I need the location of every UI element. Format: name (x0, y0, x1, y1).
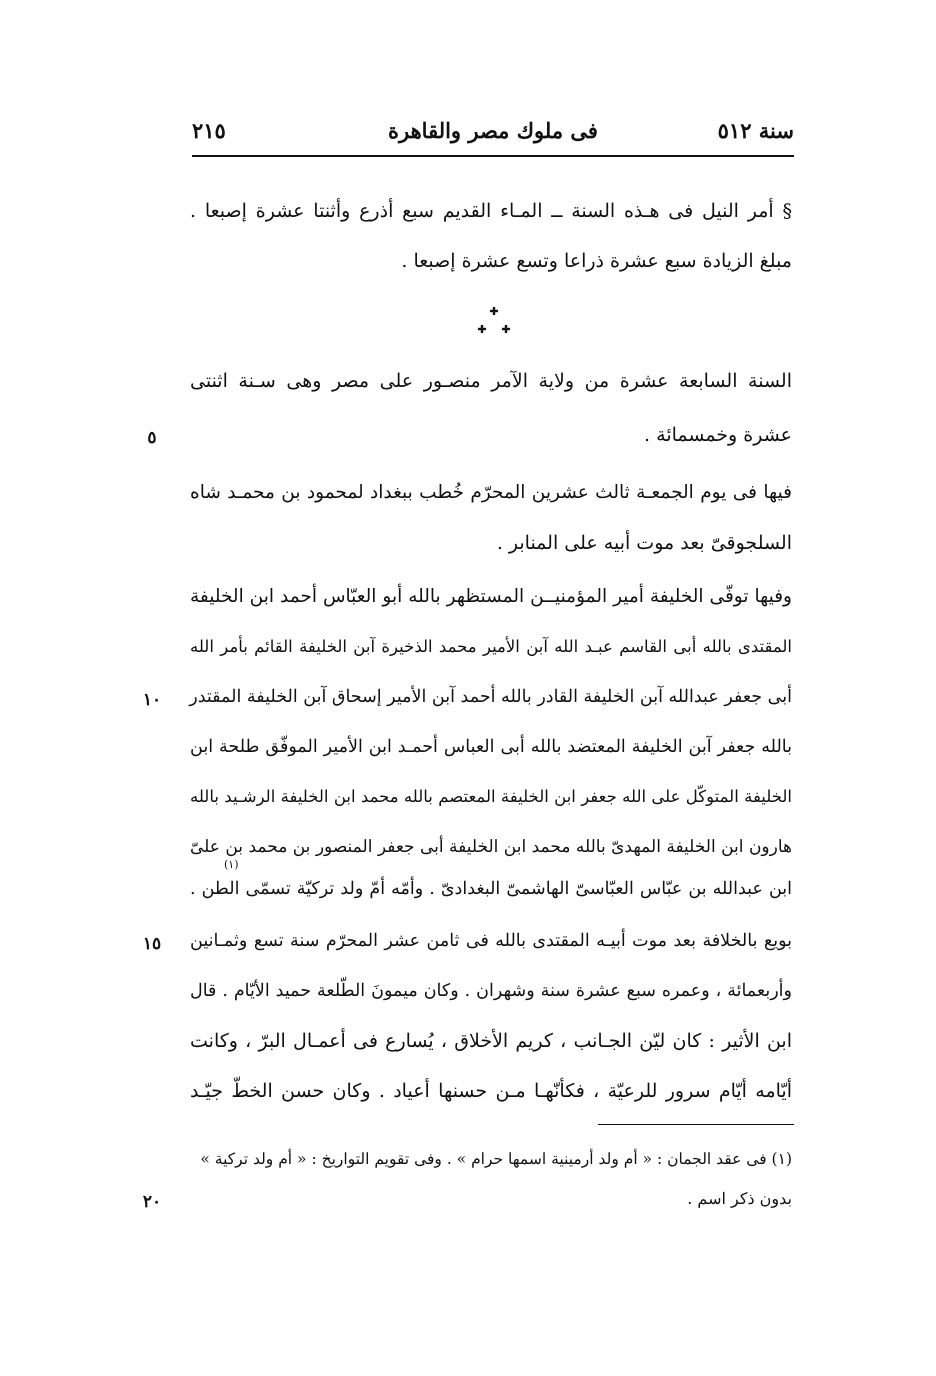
page-number: ٢١٥ (192, 118, 226, 143)
body-line: وأربعمائة ، وعمره سبع عشرة سنة وشهران . وكان ميمونَ الطّلعة حميد الأيّام . قال (190, 981, 792, 1001)
line-number-margin: ١٥ (142, 934, 162, 954)
body-line: فيها فى يوم الجمعـة ثالث عشرين المحرّم خُطب ببغداد لمحمود بن محمـد شاه (190, 482, 792, 503)
body-line: أبى جعفر عبدالله آبن الخليفة القادر بالله أحمد آبن الأمير إسحاق آبن الخليفة المقتدر (189, 687, 792, 707)
body-line: السلجوقىّ بعد موت أبيه على المنابر . (496, 532, 792, 554)
line-number-margin: ٢٠ (142, 1192, 162, 1212)
header-year: سنة ٥١٢ (717, 118, 794, 143)
body-line: السنة السابعة عشرة من ولاية الآمر منصـور على مصر وهى سـنة اثنتى (190, 370, 792, 392)
body-line: المقتدى بالله أبى القاسم عبـد الله آبن الأمير محمد الذخيرة آبن الخليفة القائم بأمر الله (190, 637, 792, 656)
body-line: عشرة وخمسمائة . (644, 424, 792, 446)
footnote-line: بدون ذكر اسم . (687, 1189, 792, 1208)
footnote-reference: (١) (224, 858, 239, 871)
body-line: وفيها توفّى الخليفة أمير المؤمنيــن المستظهر بالله أبو العبّاس أحمد ابن الخليفة (190, 586, 792, 607)
body-line: بالله جعفر آبن الخليفة المعتضد بالله أبى العباس أحمـد ابن الأمير الموفّق طلحة ابن (190, 737, 792, 757)
running-header (192, 112, 794, 156)
footnote-rule (598, 1124, 794, 1125)
header-rule (192, 155, 794, 157)
body-line: الخليفة المتوكّل على الله جعفر ابن الخليفة المعتصم بالله محمد ابن الخليفة الرشـيد بالله (190, 787, 792, 806)
header-title: فى ملوك مصر والقاهرة (388, 118, 598, 143)
line-number-margin: ٥ (147, 428, 157, 448)
body-line: هارون ابن الخليفة المهدىّ بالله محمد ابن الخليفة أبى جعفر المنصور بن محمد بن علىّ (190, 837, 792, 857)
body-line: § أمر النيل فى هـذه السنة ــ المـاء القديم سبع أذرع وأثنتا عشرة إصبعا . (190, 200, 792, 222)
body-line: ابن الأثير : كان ليّن الجـانب ، كريم الأخلاق ، يُسارع فى أعمـال البرّ ، وكانت (190, 1030, 792, 1052)
body-line: مبلغ الزيادة سبع عشرة ذراعا وتسع عشرة إصبعا . (401, 250, 792, 272)
body-line: ابن عبدالله بن عبّاس العبّاسىّ الهاشمىّ البغدادىّ . وأمّه أمّ ولد تركيّة تسمّى الطن . (190, 879, 792, 899)
section-separator-icon (470, 303, 520, 343)
footnote-line: (١) فى عقد الجمان : « أم ولد أرمينية اسمها حرام » . وفى تقويم التواريخ : « أم ولد تركية » (200, 1150, 792, 1168)
body-line: أيّامه أيّام سرور للرعيّة ، فكأنّهـا مـن حسنها أعياد . وكان حسن الخطّ جيّـد (190, 1080, 792, 1102)
line-number-margin: ١٠ (142, 690, 162, 710)
body-line: بويع بالخلافة بعد موت أبيـه المقتدى بالله فى ثامن عشر المحرّم سنة تسع وثمـانين (190, 931, 792, 951)
